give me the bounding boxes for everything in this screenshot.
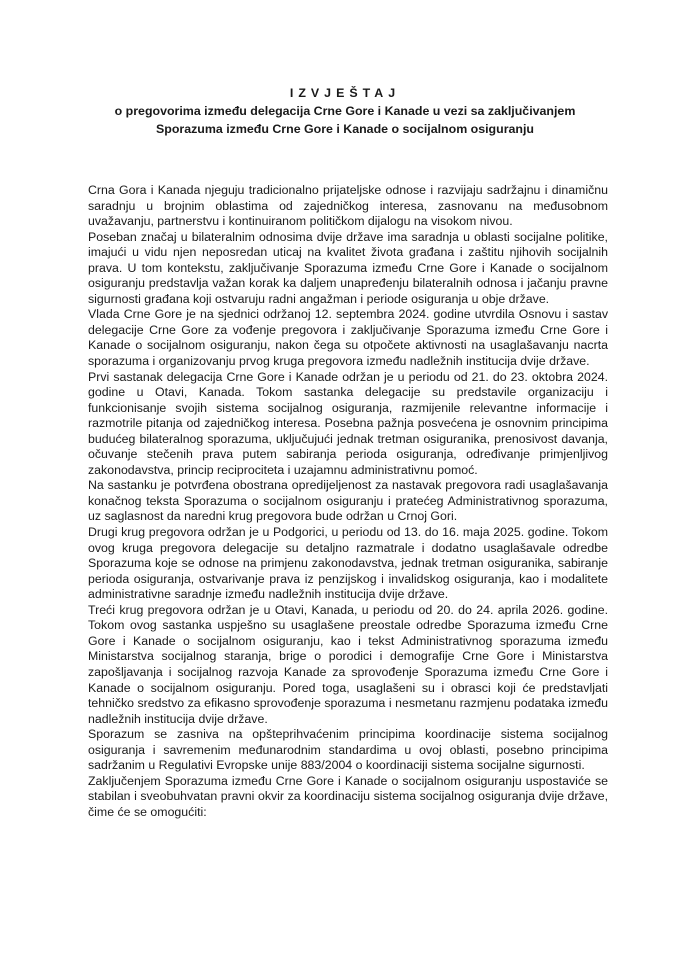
paragraph-3: Vlada Crne Gore je na sjednici održanoj 12. septembra 2024. godine utvrdila Osnovu i sastav delegacije Crne Gore za vođenje pregovora i zaključivanje Sporazuma između Crne Gore i Kanade o socijalnom osiguranju, nakon čega su otpočete aktivnosti na usaglašavanju nacrta sporazuma i organizovanju prvog kruga pregovora između nadležnih institucija dvije države. — [88, 307, 608, 369]
paragraph-6: Drugi krug pregovora održan je u Podgorici, u periodu od 13. do 16. maja 2025. godine. Tokom ovog kruga pregovora delegacije su detaljno razmatrale i dodatno usaglašavale odredbe Sporazuma koje se odnose na primjenu zakonodavstva, jednak tretman osiguranika, sabiranje perioda osiguranja, ostvarivanje prava iz penzijskog i invalidskog osiguranja, kao i modalitete administrativne saradnje između nadležnih institucija dvije države. — [88, 525, 608, 602]
paragraph-9: Zaključenjem Sporazuma između Crne Gore i Kanade o socijalnom osiguranju uspostaviće se stabilan i sveobuhvatan pravni okvir za koordinaciju sistema socijalnog osiguranja dvije države, čime će se omogućiti: — [88, 773, 608, 819]
paragraph-2: Poseban značaj u bilateralnim odnosima dvije države ima saradnja u oblasti socijalne politike, imajući u vidu njen neposredan uticaj na kvalitet života građana i zaštitu njihovih socijalnih prava. U tom kontekstu, zaključivanje Sporazuma između Crne Gore i Kanade o socijalnom osiguranju predstavlja važan korak ka daljem unapređenju bilateralnih odnosa i jačanju pravne sigurnosti građana koji ostvaruju radni angažman i periode osiguranja u obje države. — [88, 229, 608, 306]
document-subtitle-line-1: o pregovorima između delegacija Crne Gore i Kanade u vezi sa zaključivanjem — [114, 104, 576, 118]
document-title: IZVJEŠTAJ — [289, 86, 401, 100]
paragraph-8: Sporazum se zasniva na opšteprihvaćenim principima koordinacije sistema socijalnog osiguranja i savremenim međunarodnim standardima u ovoj oblasti, posebno principima sadržanim u Regulativi Evropske unije 883/2004 o koordinaciji sistema socijalne sigurnosti. — [88, 727, 608, 773]
paragraph-7: Treći krug pregovora održan je u Otavi, Kanada, u periodu od 20. do 24. aprila 2026. godine. Tokom ovog sastanka uspješno su usaglašene preostale odredbe Sporazuma između Crne Gore i Kanade o socijalnom osiguranju, kao i tekst Administrativnog sporazuma između Ministarstva socijalnog staranja, brige o porodici i demografije Crne Gore i Ministarstva zapošljavanja i socijalnog razvoja Kanade za sprovođenje Sporazuma između Crne Gore i Kanade o socijalnom osiguranju. Pored toga, usaglašeni su i obrasci koji će predstavljati tehničko sredstvo za efikasno sprovođenje sporazuma i nesmetanu razmjenu podataka između nadležnih institucija dvije države. — [88, 602, 608, 726]
paragraph-1: Crna Gora i Kanada njeguju tradicionalno prijateljske odnose i razvijaju sadržajnu i dinamičnu saradnju u brojnim oblastima od zajedničkog interesa, zasnovanu na međusobnom uvažavanju, partnerstvu i kontinuiranom političkom dijalogu na visokom nivou. — [88, 183, 608, 229]
document-header — [60, 84, 630, 138]
document-subtitle-line-2: Sporazuma između Crne Gore i Kanade o socijalnom osiguranju — [156, 122, 534, 136]
paragraph-5: Na sastanku je potvrđena obostrana opredijeljenost za nastavak pregovora radi usaglašavanja konačnog teksta Sporazuma o socijalnom osiguranju i pratećeg Administrativnog sporazuma, uz saglasnost da naredni krug pregovora bude održan u Crnoj Gori. — [88, 478, 608, 524]
document-body — [88, 183, 608, 820]
paragraph-4: Prvi sastanak delegacija Crne Gore i Kanade održan je u periodu od 21. do 23. oktobra 2024. godine u Otavi, Kanada. Tokom sastanka delegacije su predstavile organizaciju i funkcionisanje svojih sistema socijalnog osiguranja, razmijenile relevantne informacije i razmotrile pitanja od zajedničkog interesa. Posebna pažnja posvećena je osnovnim principima budućeg bilateralnog sporazuma, uključujući jednak tretman osiguranika, prenosivost davanja, očuvanje stečenih prava putem sabiranja perioda osiguranja, određivanje primjenljivog zakonodavstva, princip reciprociteta i uzajamnu administrativnu pomoć. — [88, 369, 608, 477]
